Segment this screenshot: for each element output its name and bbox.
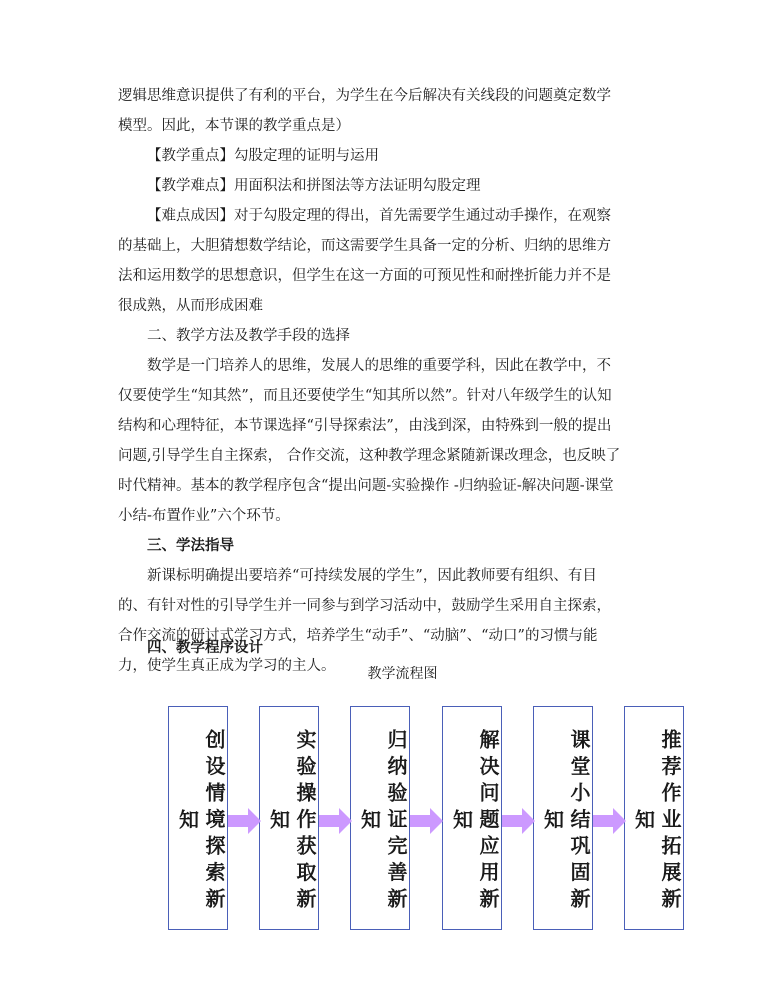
difficult-point: 【教学难点】用面积法和拼图法等方法证明勾股定理 <box>147 178 481 194</box>
flow-step-box <box>350 706 410 930</box>
paragraph-line: 逻辑思维意识提供了有利的平台，为学生在今后解决有关线段的问题奠定数学 <box>118 88 611 104</box>
section-heading-4: 四、教学程序设计 <box>147 639 263 656</box>
paragraph-line: 力，使学生真正成为学习的主人。 <box>118 658 336 674</box>
paragraph-line: 结构和心理特征，本节课选择“引导探索法”，由浅到深，由特殊到一般的提出 <box>118 418 612 434</box>
paragraph-line: 的基础上，大胆猜想数学结论，而这需要学生具备一定的分析、归纳的思维方 <box>118 238 611 254</box>
flow-arrow-icon <box>410 808 443 834</box>
paragraph-line: 合作交流的研讨式学习方式，培养学生“动手”、“动脑”、“动口”的习惯与能 <box>118 628 598 644</box>
flow-step-label: 归纳验证完善新知 <box>357 729 408 915</box>
flow-step-label: 实验操作获取新知 <box>266 729 317 915</box>
paragraph-line: 小结-布置作业”六个环节。 <box>118 508 290 524</box>
paragraph-line: 模型。因此，本节课的教学重点是） <box>118 118 350 134</box>
paragraph-line: 仅要使学生“知其然”，而且还要使学生“知其所以然”。针对八年级学生的认知 <box>118 388 612 404</box>
paragraph-line: 问题,引导学生自主探索， 合作交流，这种教学理念紧随新课改理念，也反映了 <box>118 448 621 464</box>
flow-arrow-icon <box>593 808 626 834</box>
paragraph-line: 的、有针对性的引导学生并一同参与到学习活动中，鼓励学生采用自主探索， <box>118 598 611 614</box>
flow-step-label: 课堂小结巩固新知 <box>540 729 591 915</box>
section-heading-3: 三、学法指导 <box>147 537 234 554</box>
paragraph-line: 时代精神。基本的教学程序包含“提出问题-实验操作 -归纳验证-解决问题-课堂 <box>118 478 614 494</box>
flow-arrow-icon <box>502 808 535 834</box>
paragraph-line: 法和运用数学的思想意识，但学生在这一方面的可预见性和耐挫折能力并不是 <box>118 268 611 284</box>
difficulty-cause: 【难点成因】对于勾股定理的得出，首先需要学生通过动手操作，在观察 <box>147 208 611 224</box>
flow-step-label: 创设情境探索新知 <box>175 729 226 915</box>
flowchart-caption: 教学流程图 <box>367 666 438 682</box>
key-point: 【教学重点】勾股定理的证明与运用 <box>147 148 379 164</box>
flow-step-box <box>624 706 684 930</box>
flow-step-box <box>259 706 319 930</box>
flow-step-box <box>168 706 228 930</box>
flow-arrow-icon <box>228 808 261 834</box>
flow-step-box <box>442 706 502 930</box>
paragraph-line: 数学是一门培养人的思维，发展人的思维的重要学科，因此在教学中，不 <box>147 358 611 374</box>
flow-arrow-icon <box>319 808 352 834</box>
paragraph-line: 很成熟，从而形成困难 <box>118 298 263 314</box>
flow-step-label: 解决问题应用新知 <box>449 729 500 915</box>
paragraph-line: 新课标明确提出要培养“可持续发展的学生”，因此教师要有组织、有目 <box>147 568 597 584</box>
flow-step-label: 推荐作业拓展新知 <box>631 729 682 915</box>
section-heading-2: 二、教学方法及教学手段的选择 <box>147 328 350 344</box>
flow-step-box <box>533 706 593 930</box>
